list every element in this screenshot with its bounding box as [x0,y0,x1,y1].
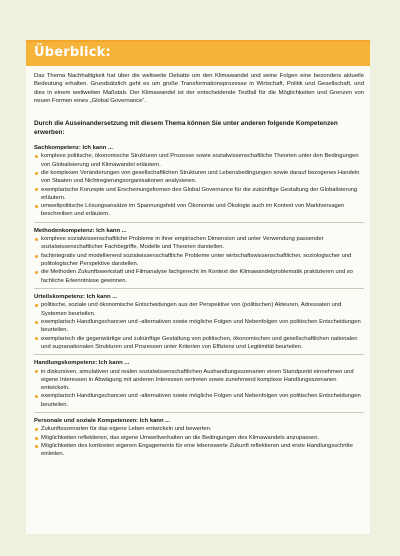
competence-item: in diskursiven, simulativen und realen sozialwissenschaftlichen Aushandlungsszenarien einen Standpunkt einnehmen und eigene Interessen in Abwägung mit anderen Interessen vertreten sowie zunehmend komplexe Handlungsszenarien entwickeln. [34,368,364,393]
section-title: Methodenkompetenz: Ich kann ... [34,227,127,234]
competence-list [34,425,364,458]
competence-section [34,412,364,462]
intro-paragraph: Das Thema Nachhaltigkeit hat über die weltweite Debatte um den Klimawandel und seine Folgen eine besonders aktuelle Bedeutung erhalten. Grundsätzlich geht es um große Transformationsprozesse in Wirtschaft, Politik und Gesellschaft, und dies in einem weltweiten Maßstab. Der Klimawandel ist der entscheidende Testfall für die Möglichkeiten und Grenzen von neuen Formen eines „Global Governance“. [34,73,364,105]
competence-item: komplexe sozialwissenschaftliche Probleme in ihrer empirischen Dimension und unter Verwendung passender sozialwissenschaftlicher Fachbegriffe, Modelle und Theorien darstellen. [34,235,364,252]
overview-title: Überblick: [34,45,111,60]
overview-card [26,40,370,534]
competence-section [34,222,364,288]
section-title: Urteilskompetenz: Ich kann ... [34,293,118,300]
competence-item: exemplarisch Handlungschancen und -alternativen sowie mögliche Folgen und Nebenfolgen von politischen Entscheidungen beurteilen. [34,392,364,409]
competence-list [34,301,364,351]
competence-section [34,144,364,222]
competence-item: exemplarisch die gegenwärtige und zukünftige Gestaltung von politischen, ökonomischen und gesellschaftlichen nationalen und supranationalen Strukturen und Prozessen unter Kriterien von Effizienz und Legitimität beurteilen. [34,335,364,352]
competence-lead: Durch die Auseinandersetzung mit diesem Thema können Sie unter anderen folgende Kompetenzen erwerben: [34,120,338,136]
competence-section [34,354,364,412]
competence-item: Möglichkeiten reflektieren, das eigene Umweltverhalten an die Bedingungen des Klimawandels anzupassen. [34,434,364,442]
competence-list [34,152,364,218]
competence-list [34,235,364,285]
competence-item: die Methoden Zukunftswerkstatt und Filmanalyse fachgerecht im Kontext der Klimawandelproblematik praktizieren und so fachliche Erkenntnisse gewinnen. [34,268,364,285]
competence-list [34,368,364,409]
competence-item: die komplexen Veränderungen von gesellschaftlichen Strukturen und Lebensbedingungen sowie darauf bezogenes Handeln von Staaten und Nichtregierungsorganisationen analysieren. [34,169,364,186]
competence-item: umweltpolitische Lösungsansätze im Spannungsfeld von Ökonomie und Ökologie auch im Kontext von Marktversagen beschreiben und erläutern. [34,202,364,219]
competence-item: komplexe politische, ökonomische Strukturen und Prozesse sowie sozialwissenschaftliche Theorien unter den Bedingungen von Globalisierung und Klimawandel erläutern. [34,152,364,169]
competence-sections [34,144,364,462]
competence-item: Möglichkeiten des konkreten eigenen Engagements für eine lebenswerte Zukunft reflektieren und erste Handlungsschritte einleiten. [34,442,364,459]
competence-item: exemplarisch Handlungschancen und -alternativen sowie mögliche Folgen und Nebenfolgen von politischen Entscheidungen beurteilen. [34,318,364,335]
competence-item: fachintegrativ und modellierend sozialwissenschaftliche Probleme unter wirtschaftswissenschaftlicher, soziologischer und politologischer Perspektive darstellen. [34,252,364,269]
header-bar [26,42,370,66]
competence-section [34,288,364,354]
section-title: Sachkompetenz: Ich kann ... [34,145,113,151]
section-title: Handlungskompetenz: Ich kann ... [34,360,130,367]
section-title: Personale und soziale Kompetenzen: Ich kann ... [34,418,171,425]
competence-item: politische, soziale und ökonomische Entscheidungen aus der Perspektive von (politischen) Akteuren, Adressaten und Systemen beurteilen. [34,301,364,318]
competence-item: Zukunftsszenarien für das eigene Leben entwickeln und bewerten. [34,425,364,433]
competence-item: exemplarische Konzepte und Erscheinungsformen des Global Governance für die zukünftige Gestaltung der Globalisierung erläutern. [34,186,364,203]
